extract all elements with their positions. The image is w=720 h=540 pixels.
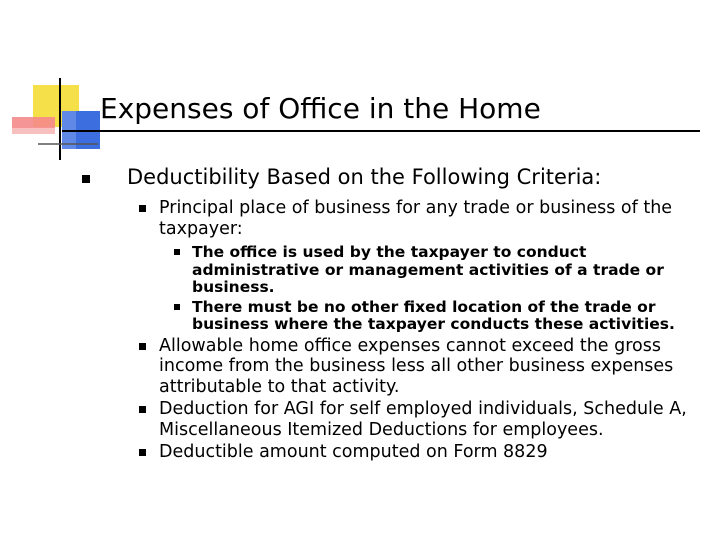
bullet-criteria-text: Deductibility Based on the Following Criteria: [127,165,602,189]
square-bullet-icon [139,449,146,456]
bullet-principal-place-text: Principal place of business for any trade or business of the taxpayer: [159,198,673,239]
bullet-allowable-expenses-text: Allowable home office expenses cannot exceed the gross income from the business less all other business expenses attributable to that activity. [159,335,674,397]
bullet-no-other-location [75,299,705,334]
square-bullet-icon [139,343,146,350]
square-bullet-icon [82,175,90,183]
decoration-pink-bar-2 [12,128,55,134]
bullet-agi-deduction [75,399,705,440]
bullet-office-used-text: The office is used by the taxpayer to conduct administrative or management activities of a trade or business. [192,243,664,296]
bullet-form-8829 [75,442,705,463]
square-bullet-icon [174,304,180,310]
title-decoration [0,0,720,170]
slide-title: Expenses of Office in the Home [100,92,541,125]
decoration-pink-bar [12,117,55,128]
bullet-form-8829-text: Deductible amount computed on Form 8829 [159,442,548,462]
bullet-principal-place [75,198,705,239]
bullet-criteria [75,164,705,190]
bullet-office-used [75,244,705,297]
square-bullet-icon [139,205,146,212]
bullet-agi-deduction-text: Deduction for AGI for self employed individuals, Schedule A, Miscellaneous Itemized Deductions for employees. [159,399,687,440]
square-bullet-icon [174,249,180,255]
bullet-no-other-location-text: There must be no other fixed location of the trade or business where the taxpayer conducts these activities. [192,297,675,333]
square-bullet-icon [139,406,146,413]
bullet-allowable-expenses [75,336,705,398]
bullet-list [75,164,705,463]
